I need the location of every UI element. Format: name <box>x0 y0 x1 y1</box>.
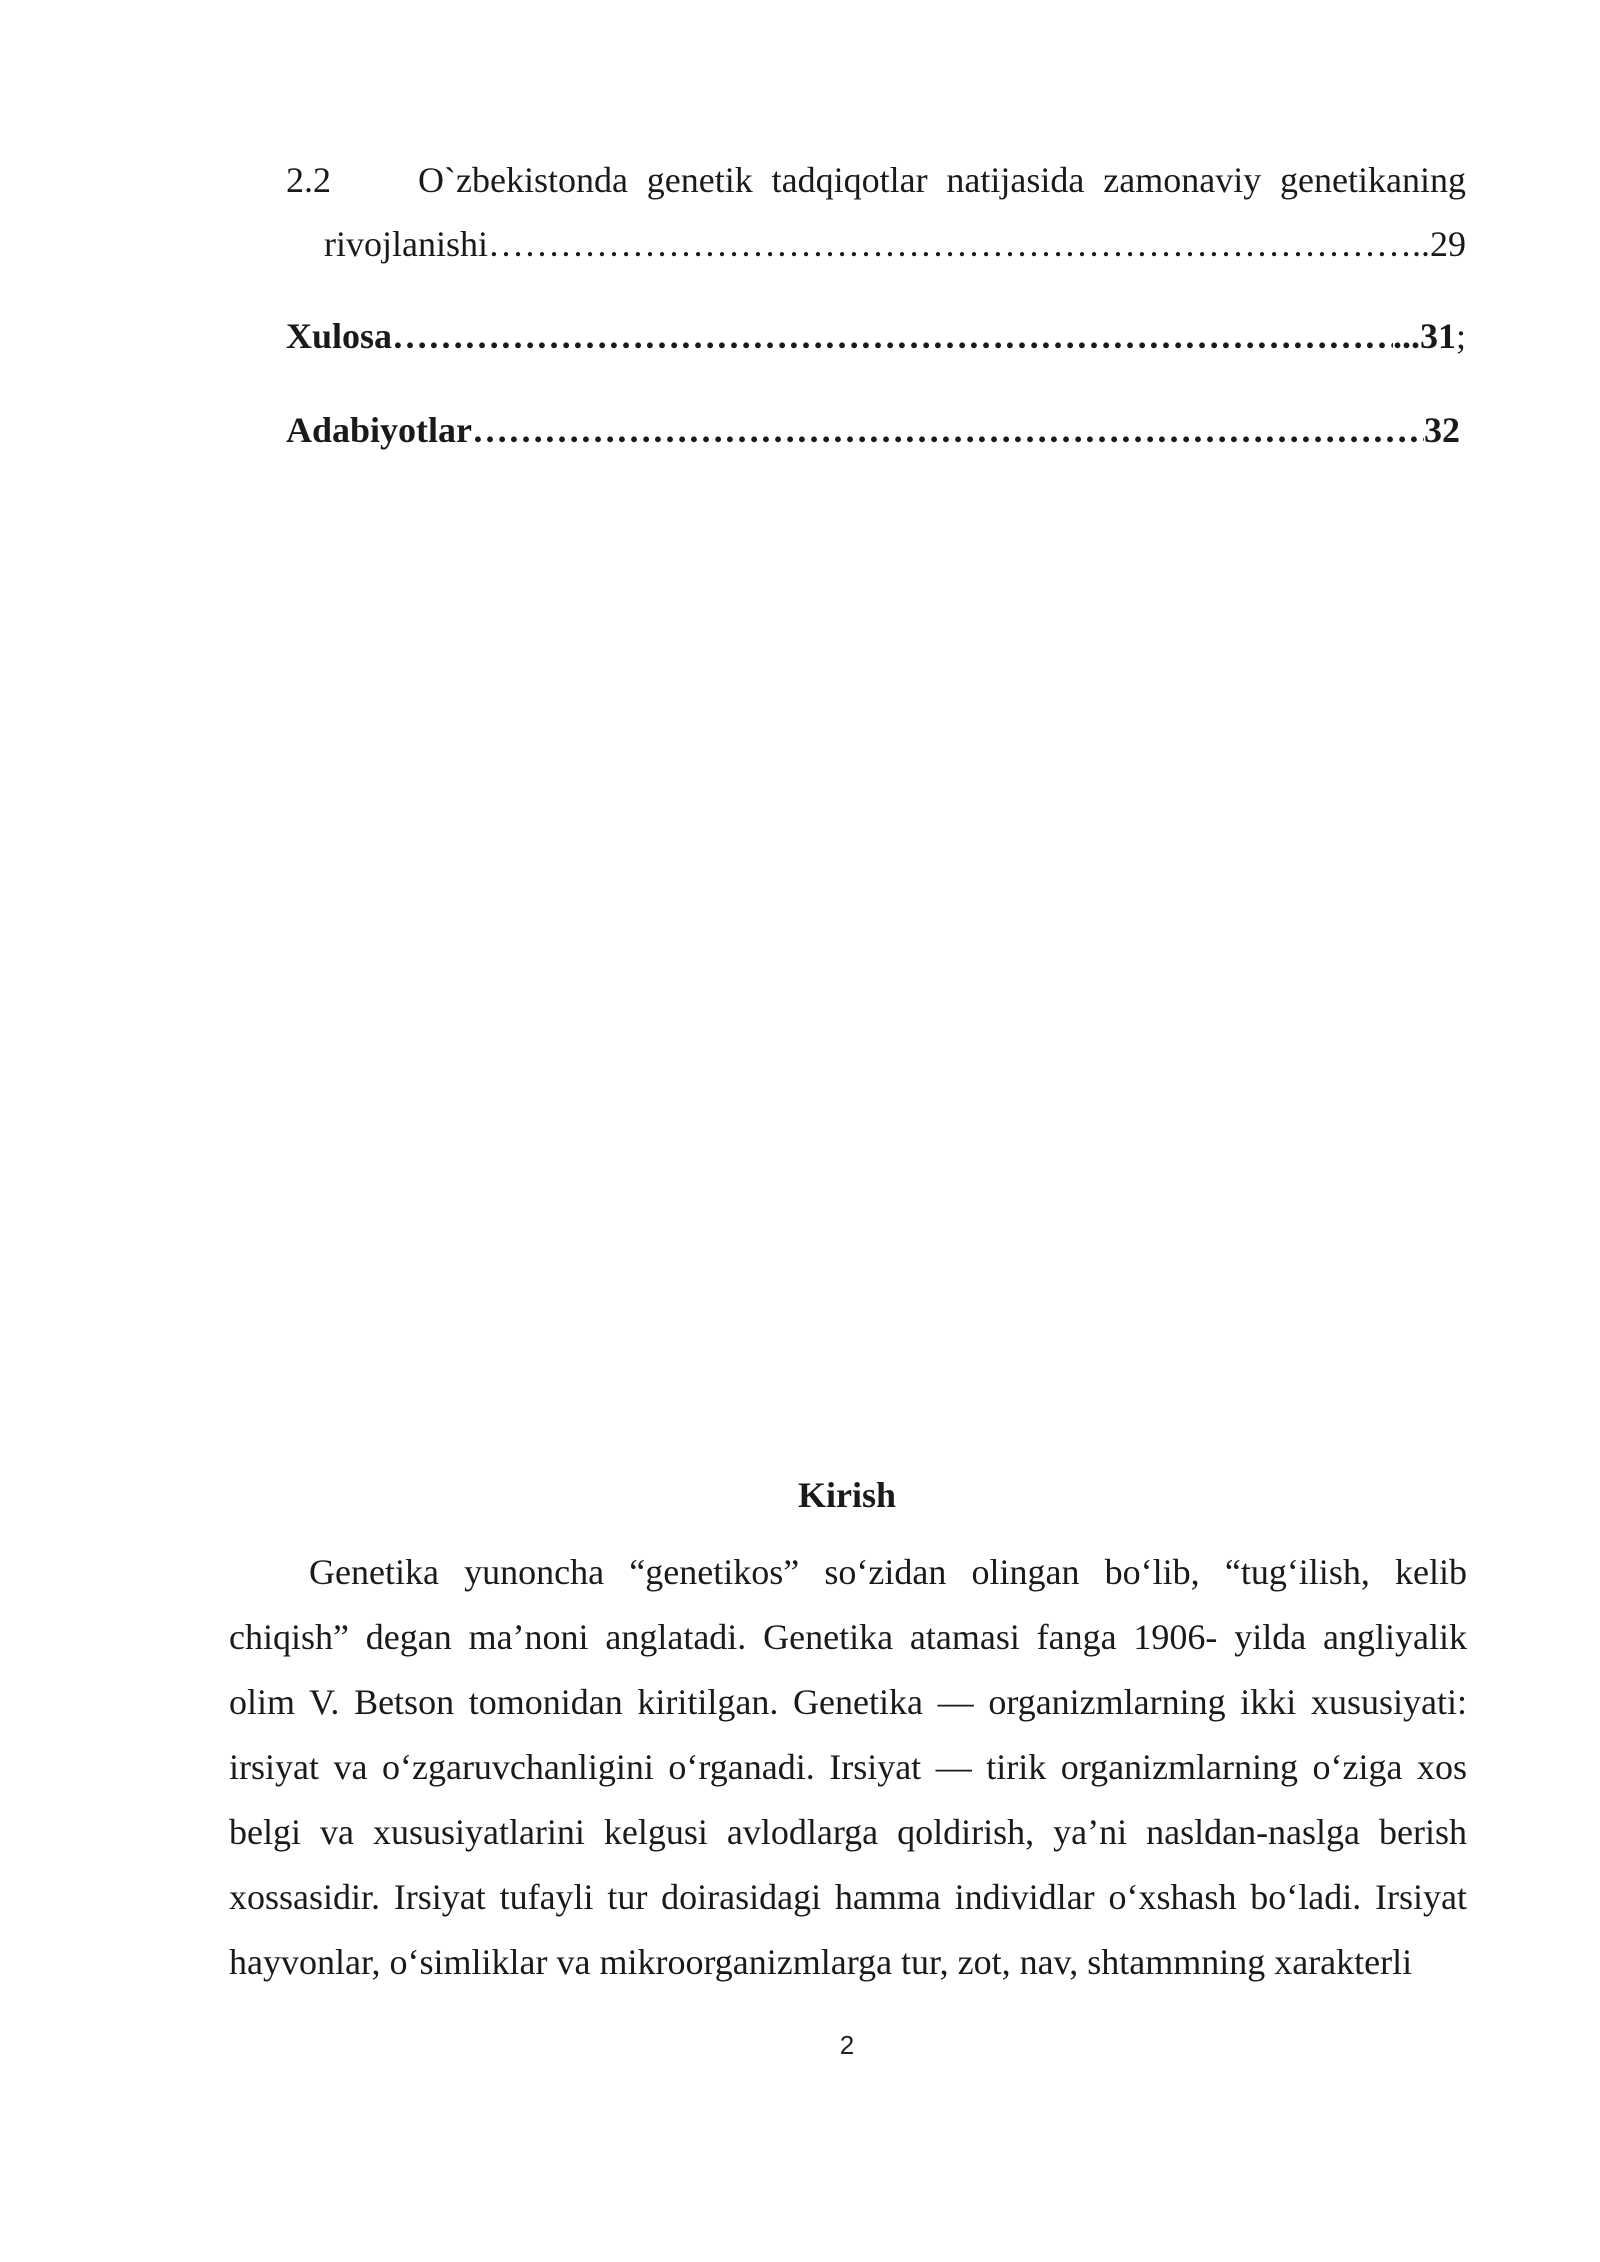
toc-entry-title-line2: rivojlanishi <box>324 224 488 264</box>
toc-entry-xulosa <box>286 304 1466 368</box>
body-paragraph: Genetika yunoncha “genetikos” so‘zidan olingan bo‘lib, “tug‘ilish, kelib chiqish” degan ma’noni anglatadi. Genetika atamasi fanga 1906- yilda angliyalik olim V. Betson tomonidan kiritilgan. Genetika — organizmlarning ikki xususiyati: irsiyat va o‘zgaruvchanligini o‘rganadi. Irsiyat — tirik organizmlarning o‘ziga xos belgi va xususiyatlarini kelgusi avlodlarga qoldirish, ya’ni nasldan-naslga berish xossasidir. Irsiyat tufayli tur doirasidagi hamma individlar o‘xshash bo‘ladi. Irsiyat hayvonlar, o‘simliklar va mikroorganizmlarga tur, zot, nav, shtammning xarakterli <box>229 1552 1467 1982</box>
toc-xulosa-title: Xulosa <box>286 316 393 356</box>
toc-entry-adabiyotlar <box>286 398 1460 462</box>
toc-entry-page: …..29 <box>1376 224 1466 264</box>
toc-entry-title-line1: O`zbekistonda genetik tadqiqotlar natijasida zamonaviy genetikaning <box>418 160 1466 200</box>
toc-leader-dots <box>472 398 1424 462</box>
section-heading: Kirish <box>797 1475 896 1515</box>
toc-leader-dots <box>392 304 1393 368</box>
toc-entry-number: 2.2 <box>286 160 331 200</box>
table-of-contents <box>286 148 1466 462</box>
toc-entry-2-2-continuation <box>324 212 1466 276</box>
toc-adabiyotlar-page: 32 <box>1424 410 1460 450</box>
toc-leader-dots <box>488 212 1376 276</box>
toc-xulosa-trailing: ; <box>1455 316 1466 356</box>
toc-adabiyotlar-title: Adabiyotlar <box>286 410 473 450</box>
toc-entry-2-2 <box>286 148 1466 212</box>
toc-xulosa-page: ...31 <box>1392 316 1456 356</box>
page-number: 2 <box>839 2030 855 2060</box>
